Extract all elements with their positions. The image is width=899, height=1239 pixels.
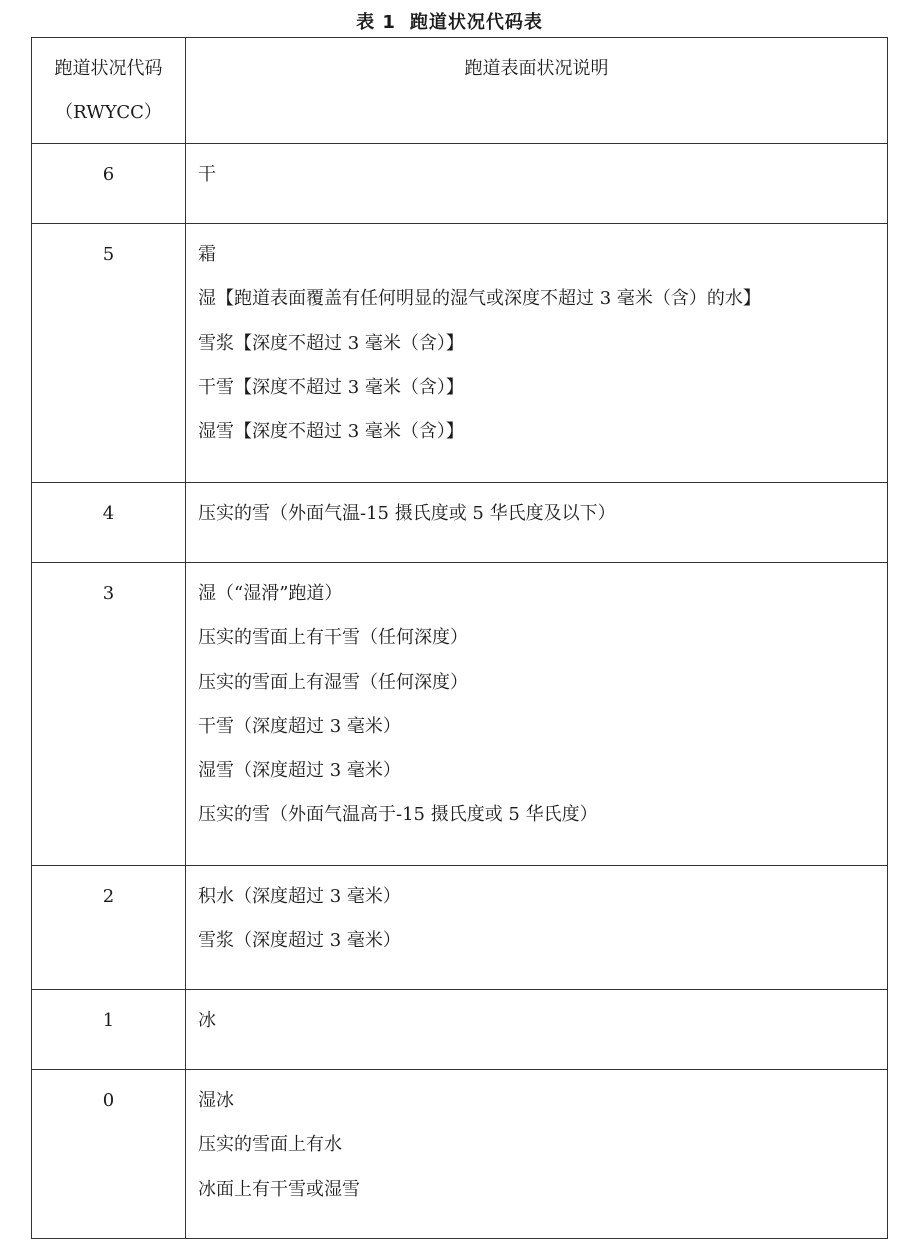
description-line: 冰面上有干雪或湿雪 xyxy=(198,1178,360,1200)
code-value: 1 xyxy=(102,1010,115,1031)
code-cell xyxy=(32,1070,186,1239)
description-line: 干 xyxy=(198,164,216,185)
description-cell xyxy=(186,483,888,563)
description-line: 湿冰 xyxy=(198,1090,234,1111)
header-code-cell xyxy=(32,38,186,144)
table-row xyxy=(32,563,888,866)
table-row xyxy=(32,990,888,1070)
table-caption xyxy=(0,8,899,34)
description-line: 压实的雪面上有湿雪（任何深度） xyxy=(198,671,468,693)
code-value: 0 xyxy=(102,1090,115,1111)
description-line: 压实的雪（外面气温高于-15 摄氏度或 5 华氏度） xyxy=(198,804,598,826)
code-cell xyxy=(32,483,186,563)
description-line: 霜 xyxy=(198,244,216,265)
code-cell xyxy=(32,563,186,866)
description-line: 雪浆（深度超过 3 毫米） xyxy=(198,930,401,952)
code-cell xyxy=(32,990,186,1070)
description-line: 压实的雪面上有干雪（任何深度） xyxy=(198,627,468,649)
code-cell xyxy=(32,866,186,990)
description-cell xyxy=(186,563,888,866)
code-value: 3 xyxy=(102,583,115,604)
table-row xyxy=(32,224,888,483)
description-line: 干雪【深度不超过 3 毫米（含）】 xyxy=(198,376,464,398)
code-value: 6 xyxy=(102,164,115,185)
description-cell xyxy=(186,990,888,1070)
code-value: 2 xyxy=(102,886,115,907)
description-line: 干雪（深度超过 3 毫米） xyxy=(198,715,401,737)
table-header-row xyxy=(32,38,888,144)
code-value: 5 xyxy=(102,244,115,265)
description-line: 压实的雪（外面气温-15 摄氏度或 5 华氏度及以下） xyxy=(198,503,616,524)
table-row xyxy=(32,1070,888,1239)
code-cell xyxy=(32,224,186,483)
description-cell xyxy=(186,1070,888,1239)
table-number: 表 1 xyxy=(356,12,396,33)
runway-condition-code-table xyxy=(31,37,888,1239)
description-line: 冰 xyxy=(198,1010,216,1031)
header-description-cell xyxy=(186,38,888,144)
description-cell xyxy=(186,224,888,483)
table-row xyxy=(32,483,888,563)
description-line: 雪浆【深度不超过 3 毫米（含）】 xyxy=(198,332,464,354)
header-description-label: 跑道表面状况说明 xyxy=(464,58,609,79)
table-row xyxy=(32,866,888,990)
description-line: 湿【跑道表面覆盖有任何明显的湿气或深度不超过 3 毫米（含）的水】 xyxy=(198,288,761,310)
description-line: 压实的雪面上有水 xyxy=(198,1134,342,1156)
description-line: 湿雪（深度超过 3 毫米） xyxy=(198,760,401,782)
table-title: 跑道状况代码表 xyxy=(409,12,543,33)
code-cell xyxy=(32,144,186,224)
table-row xyxy=(32,144,888,224)
description-cell xyxy=(186,866,888,990)
description-line: 湿（“湿滑”跑道） xyxy=(198,583,343,604)
code-value: 4 xyxy=(102,503,115,524)
description-line: 积水（深度超过 3 毫米） xyxy=(198,886,401,907)
header-code-label: 跑道状况代码 xyxy=(54,58,163,79)
header-code-abbrev: （RWYCC） xyxy=(55,102,162,124)
description-line: 湿雪【深度不超过 3 毫米（含）】 xyxy=(198,421,464,443)
description-cell xyxy=(186,144,888,224)
